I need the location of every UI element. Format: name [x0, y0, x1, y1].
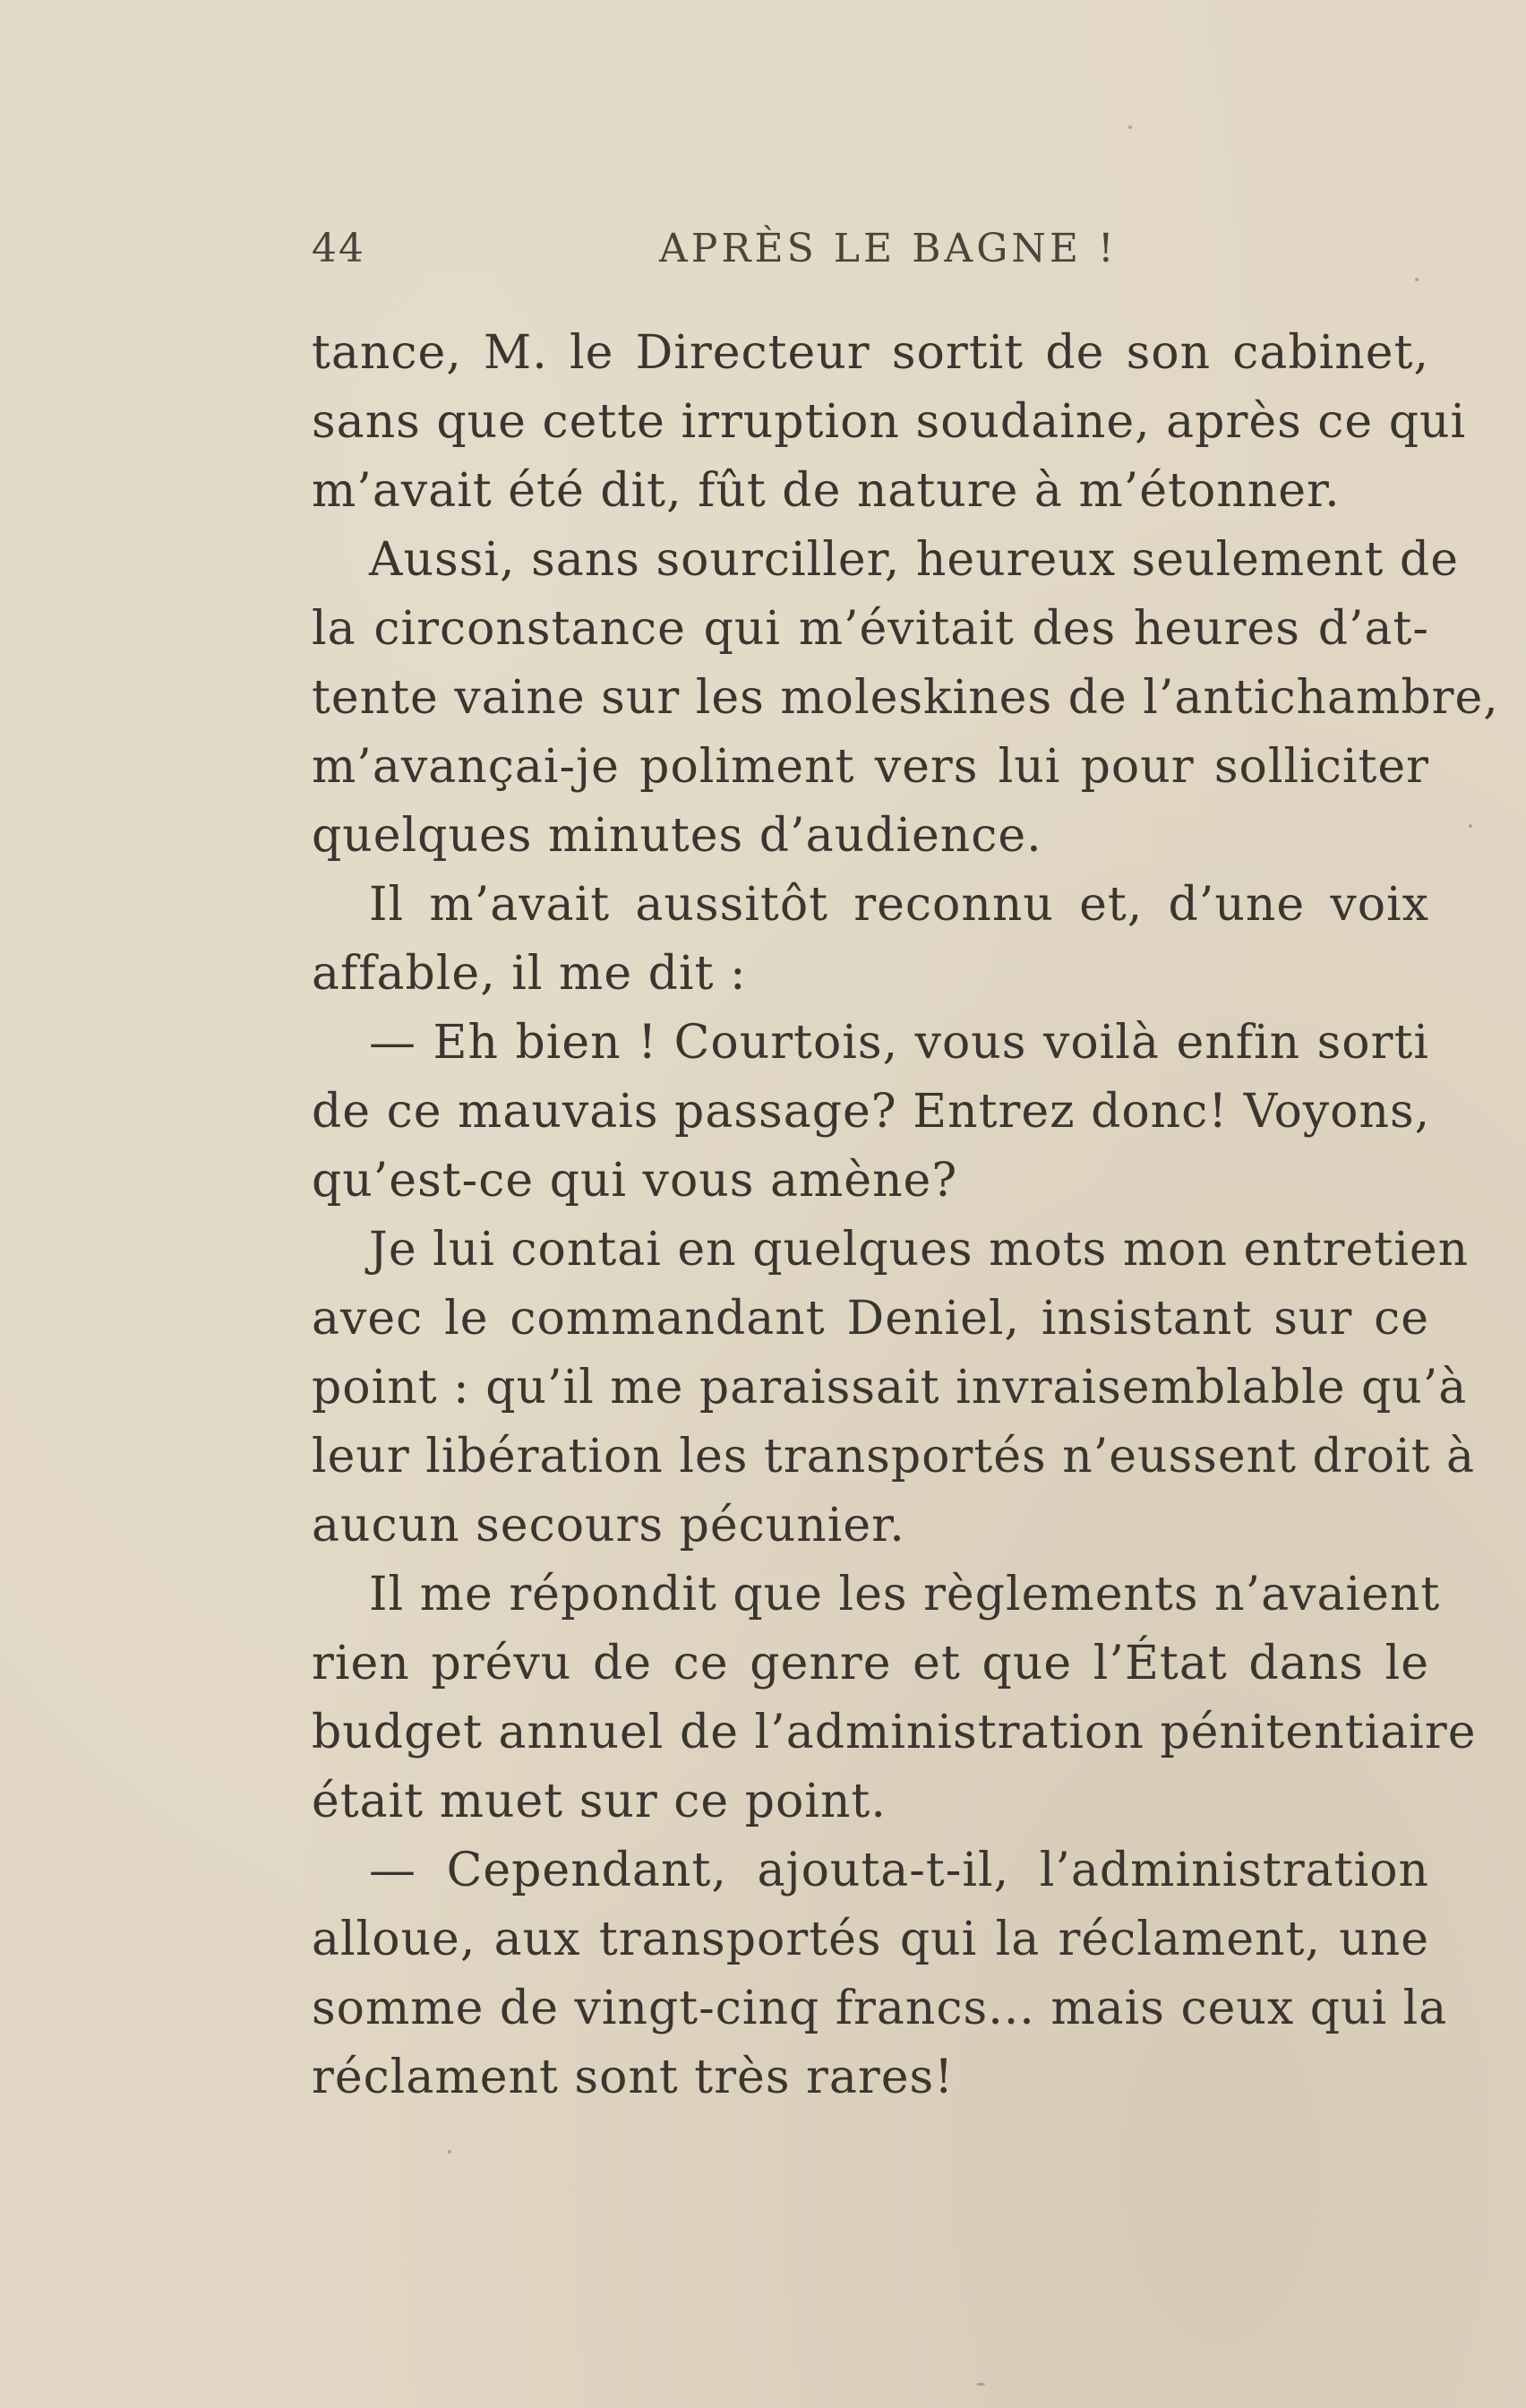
text-line: leur libération les transportés n’eussent droit à [312, 1430, 1476, 1484]
text-line: tance, M. le Directeur sortit de son cabinet, [312, 326, 1429, 380]
text-line: sans que cette irruption soudaine, après ce qui [312, 395, 1467, 449]
text-line: budget annuel de l’administration pénitentiaire [312, 1706, 1477, 1759]
page-header [312, 226, 1429, 283]
text-line: — Cependant, ajouta-t-il, l’administration [369, 1844, 1429, 1897]
text-line: Aussi, sans sourciller, heureux seulement de [369, 533, 1459, 587]
paper-speck [1469, 824, 1472, 828]
text-line: affable, il me dit : [312, 947, 747, 1001]
paper-speck [1415, 278, 1419, 281]
text-line: m’avait été dit, fût de nature à m’étonner. [312, 464, 1341, 518]
text-line: réclament sont très rares! [312, 2051, 955, 2104]
text-line: somme de vingt-cinq francs... mais ceux qui la [312, 1982, 1448, 2035]
body-text [312, 319, 1499, 2112]
text-line: aucun secours pécunier. [312, 1499, 905, 1552]
page-number: 44 [312, 226, 365, 271]
text-line: — Eh bien ! Courtois, vous voilà enfin sorti [369, 1016, 1429, 1070]
paper-speck [976, 2383, 985, 2386]
text-line: la circonstance qui m’évitait des heures d’at- [312, 602, 1429, 656]
text-line: Il m’avait aussitôt reconnu et, d’une voix [369, 878, 1429, 932]
text-line: m’avançai-je poliment vers lui pour solliciter [312, 740, 1429, 794]
text-line: de ce mauvais passage? Entrez donc! Voyons, [312, 1085, 1431, 1139]
text-line: avec le commandant Deniel, insistant sur ce [312, 1292, 1429, 1346]
paper-speck [1128, 125, 1132, 129]
text-line: quelques minutes d’audience. [312, 809, 1042, 863]
text-line: était muet sur ce point. [312, 1775, 887, 1828]
text-line: Je lui contai en quelques mots mon entretien [369, 1223, 1470, 1277]
paper-speck [448, 2150, 451, 2154]
text-line: rien prévu de ce genre et que l’État dans le [312, 1637, 1429, 1690]
text-line: Il me répondit que les règlements n’avaient [369, 1568, 1441, 1621]
text-line: tente vaine sur les moleskines de l’antichambre, [312, 671, 1499, 725]
text-line: qu’est-ce qui vous amène? [312, 1154, 958, 1208]
text-line: alloue, aux transportés qui la réclament, une [312, 1913, 1429, 1966]
text-line: point : qu’il me paraissait invraisemblable qu’à [312, 1361, 1468, 1415]
running-title: APRÈS LE BAGNE ! [659, 226, 1118, 271]
